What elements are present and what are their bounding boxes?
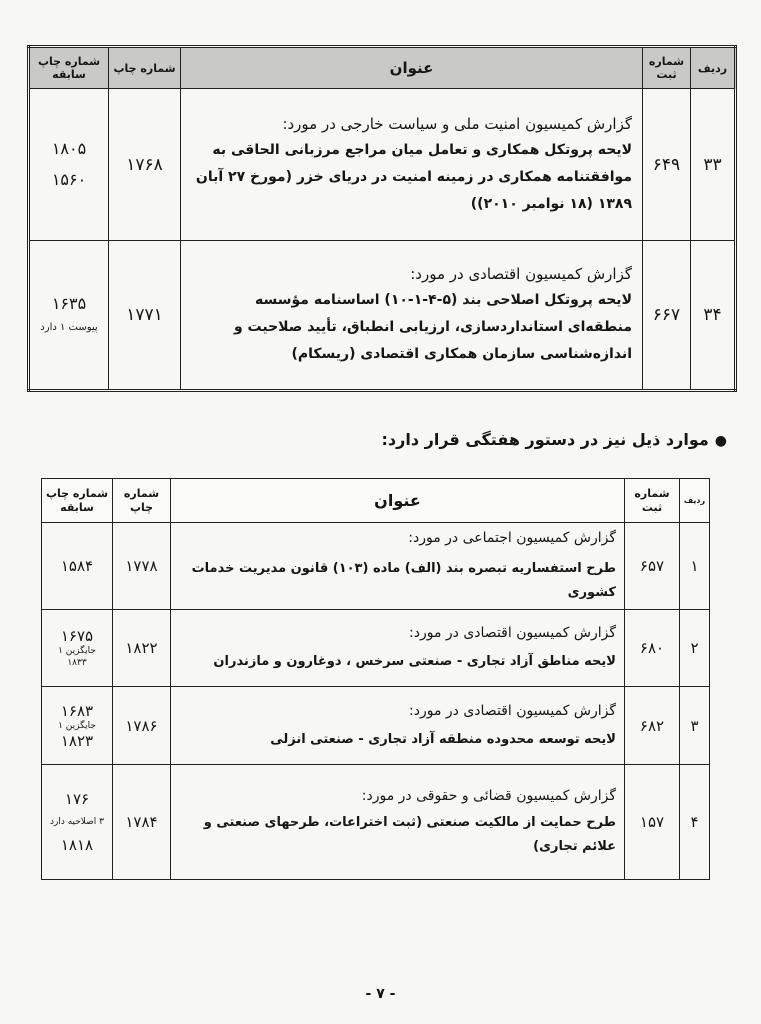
item-title-cell [171,687,625,765]
previous-print-number: ۱۶۸۳ [60,701,94,720]
table-row [29,241,736,391]
previous-print-note: ۳ اصلاحیه دارد [49,817,105,827]
previous-print-note: جایگزین ۱ [58,646,96,656]
registration-number: ۶۸۲ [625,687,680,765]
header-registration-number: شماره ثبت [643,47,691,89]
print-number: ۱۷۶۸ [109,89,181,241]
previous-print-number: ۱۶۷۵ [60,627,94,645]
previous-print-cell [29,241,109,391]
previous-print-cell [29,89,109,241]
item-description: لایحه پروتکل همکاری و تعامل میان مراجع مرزبانی الحاقی به موافقتنامه همکاری در زمینه امنیت در دریای خزر (مورخ ۲۷ آبان ۱۳۸۹ (۱۸ نوامبر ۲۰۱۰)) [195,141,632,212]
committee-report-intro: گزارش کمیسیون امنیت ملی و سیاست خارجی در مورد: [282,114,632,133]
table-row [42,765,710,880]
previous-print-number: ۱۶۳۵ [51,294,87,313]
header-row-number: ردیف [691,47,736,89]
row-number: ۳۳ [691,89,736,241]
row-number: ۳۴ [691,241,736,391]
header-title: عنوان [181,47,643,89]
section-heading-text: موارد ذیل نیز در دستور هفتگی قرار دارد: [381,430,709,449]
page-number: - ۷ - [365,986,396,1002]
previous-print-note: پیوست ۱ دارد [40,322,98,333]
print-number: ۱۷۸۴ [113,765,171,880]
registration-number: ۶۵۷ [625,523,680,610]
committee-report-intro: گزارش کمیسیون اجتماعی در مورد: [408,530,616,546]
previous-print-number-2: ۱۵۶۰ [51,170,87,189]
row-number: ۳ [680,687,710,765]
item-description: طرح حمایت از مالکیت صنعتی (ثبت اختراعات، طرحهای صنعتی و علائم تجاری) [203,815,616,854]
table-row [42,687,710,765]
previous-print-number: ۱۵۸۴ [60,557,94,575]
previous-print-number-2: ۱۸۲۳ [60,731,94,750]
committee-report-intro: گزارش کمیسیون اقتصادی در مورد: [409,702,616,719]
committee-report-intro: گزارش کمیسیون قضائی و حقوقی در مورد: [361,788,616,804]
header-previous-print-number: شماره چاپ سابقه [29,47,109,89]
previous-print-cell [42,765,113,880]
table-header-row [29,47,736,89]
item-title-cell [171,765,625,880]
table-row [42,610,710,687]
registration-number: ۶۶۷ [643,241,691,391]
table-row [42,523,710,610]
agenda-table-main [27,45,737,392]
print-number: ۱۷۷۸ [113,523,171,610]
previous-print-number-2: ۱۸۱۸ [60,836,94,854]
item-title-cell [171,523,625,610]
item-title-cell [171,610,625,687]
section-heading [382,430,727,449]
item-title-cell [181,89,643,241]
registration-number: ۱۵۷ [625,765,680,880]
bullet-icon: ● [714,433,727,449]
item-title-cell [181,241,643,391]
committee-report-intro: گزارش کمیسیون اقتصادی در مورد: [410,265,632,283]
previous-print-number-2: ۱۸۳۳ [67,658,87,668]
item-description: لایحه پروتکل اصلاحی بند (۵-۴-۱-۱۰) اساسنامه مؤسسه منطقه‌ای استانداردسازی، ارزیابی انطباق، تأیید صلاحیت و اندازه‌شناسی سازمان همکاری اقتصادی (ریسکام) [233,292,632,362]
row-number: ۴ [680,765,710,880]
header-registration-number: شماره ثبت [625,479,680,523]
header-print-number: شماره چاپ [109,47,181,89]
registration-number: ۶۴۹ [643,89,691,241]
previous-print-note: جایگزین ۱ [58,720,96,731]
previous-print-number: ۱۷۶ [64,790,90,808]
previous-print-cell [42,610,113,687]
header-print-number: شماره چاپ [113,479,171,523]
item-description: لایحه مناطق آزاد تجاری - صنعتی سرخس ، دوغارون و مازندران [213,654,616,669]
previous-print-cell [42,523,113,610]
header-row-number: ردیف [680,479,710,523]
registration-number: ۶۸۰ [625,610,680,687]
print-number: ۱۸۲۲ [113,610,171,687]
row-number: ۲ [680,610,710,687]
print-number: ۱۷۷۱ [109,241,181,391]
table-header-row [42,479,710,523]
agenda-table-weekly [41,478,710,880]
previous-print-number: ۱۸۰۵ [51,139,87,158]
header-previous-print-number: شماره چاپ سابقه [42,479,113,523]
print-number: ۱۷۸۶ [113,687,171,765]
table-row [29,89,736,241]
item-description: لایحه توسعه محدوده منطقه آزاد تجاری - صنعتی انزلی [270,731,616,747]
item-description: طرح استفساریه تبصره بند (الف) ماده (۱۰۳) قانون مدیریت خدمات کشوری [191,561,616,600]
previous-print-cell [42,687,113,765]
committee-report-intro: گزارش کمیسیون اقتصادی در مورد: [409,625,616,641]
row-number: ۱ [680,523,710,610]
header-title: عنوان [171,479,625,523]
